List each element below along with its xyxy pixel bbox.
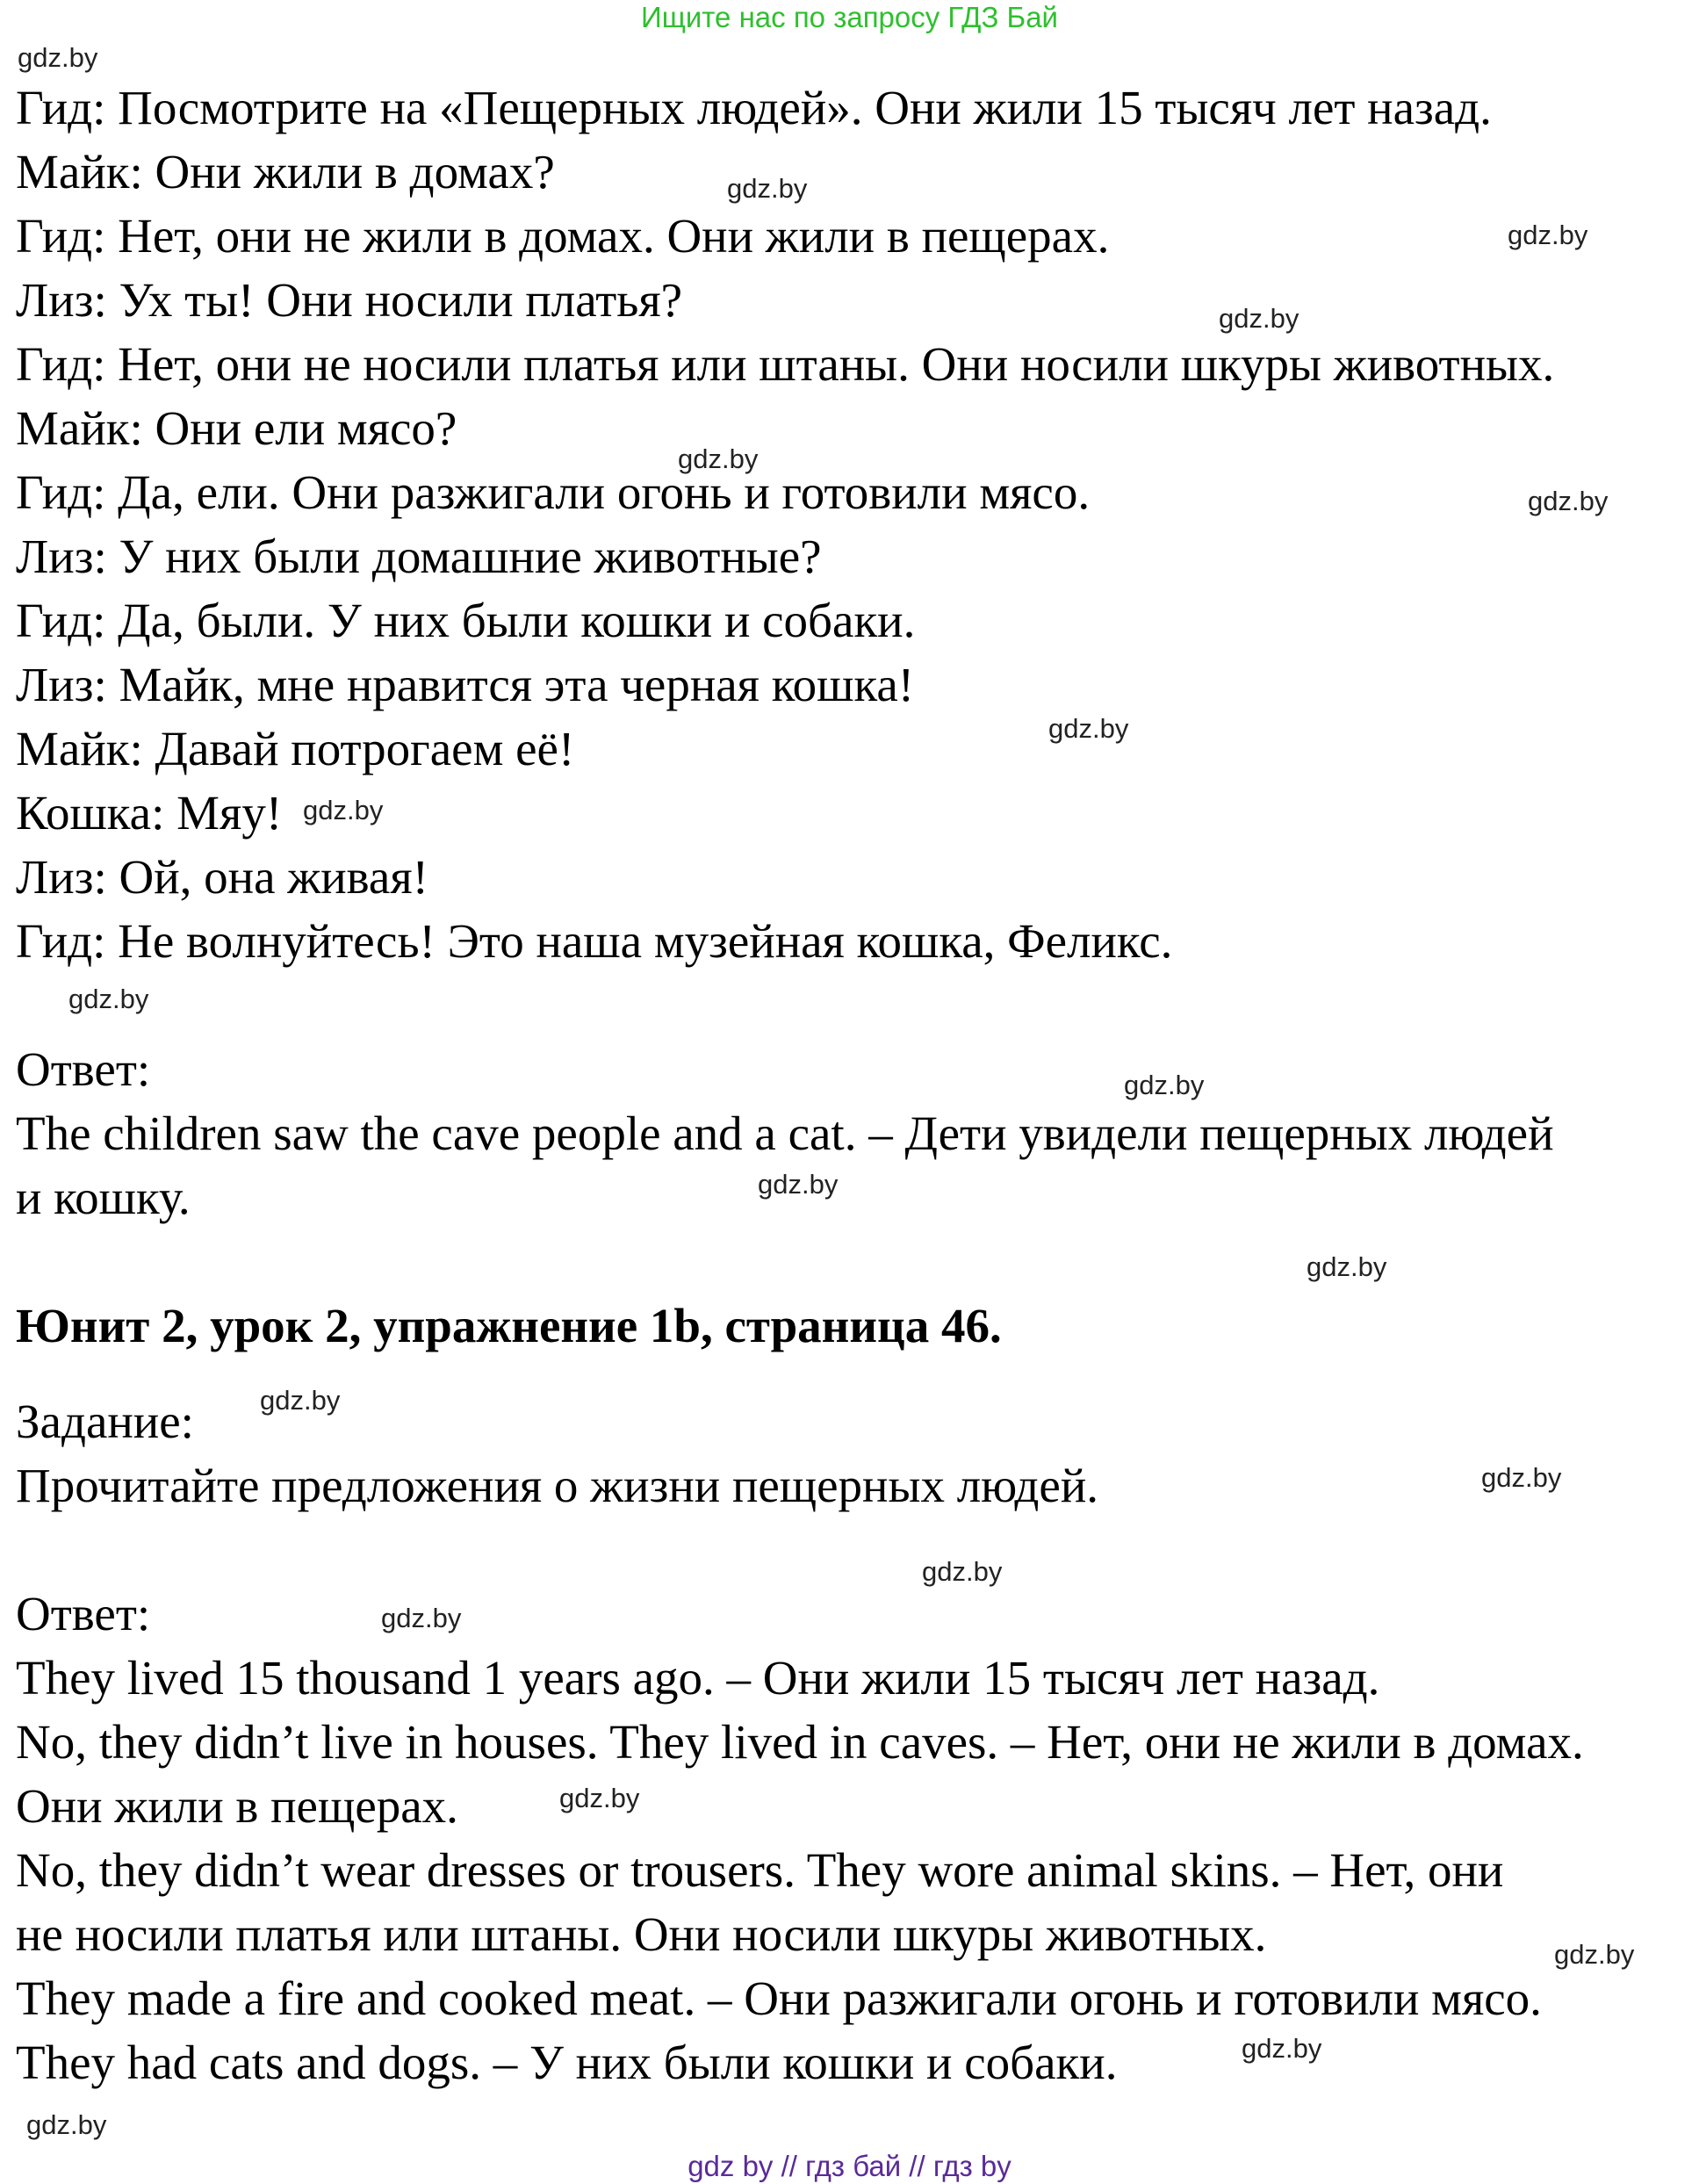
watermark: gdz.by — [1124, 1070, 1205, 1100]
watermark: gdz.by — [559, 1783, 640, 1813]
dialogue-line: Гид: Да, были. У них были кошки и собаки. — [16, 594, 916, 647]
answer-line: No, they didn’t wear dresses or trousers. They wore animal skins. – Нет, они — [16, 1843, 1504, 1897]
watermark: gdz.by — [18, 42, 98, 73]
task-text: Прочитайте предложения о жизни пещерных людей. — [16, 1459, 1099, 1512]
watermark: gdz.by — [1242, 2033, 1322, 2064]
dialogue-line: Гид: Нет, они не жили в домах. Они жили в пещерах. — [16, 209, 1110, 263]
watermark: gdz.by — [758, 1169, 839, 1200]
dialogue-line: Лиз: Майк, мне нравится эта черная кошка! — [16, 658, 915, 711]
answer-line: No, they didn’t live in houses. They lived in caves. – Нет, они не жили в домах. — [16, 1715, 1584, 1769]
watermark: gdz.by — [1307, 1251, 1387, 1282]
watermark: gdz.by — [1048, 713, 1129, 744]
answer-label: Ответ: — [16, 1042, 151, 1096]
bottom-banner: gdz by // гдз бай // гдз by — [688, 2150, 1011, 2182]
watermark: gdz.by — [381, 1603, 462, 1633]
watermark: gdz.by — [26, 2109, 107, 2140]
dialogue-line: Кошка: Мяу! — [16, 786, 283, 840]
watermark: gdz.by — [922, 1556, 1003, 1587]
watermark: gdz.by — [303, 795, 384, 825]
answer-line: Они жили в пещерах. — [16, 1779, 458, 1833]
answer-line: The children saw the cave people and a cat. – Дети увидели пещерных людей — [16, 1106, 1554, 1160]
watermark: gdz.by — [727, 173, 808, 204]
answer-line: They lived 15 thousand 1 years ago. – Они жили 15 тысяч лет назад. — [16, 1651, 1380, 1705]
dialogue-line: Майк: Давай потрогаем её! — [16, 722, 575, 775]
dialogue-line: Лиз: Ух ты! Они носили платья? — [16, 273, 683, 327]
watermark: gdz.by — [68, 984, 149, 1014]
answer-line: не носили платья или штаны. Они носили шкуры животных. — [16, 1907, 1267, 1961]
watermark: gdz.by — [1481, 1462, 1562, 1493]
watermark: gdz.by — [260, 1385, 341, 1416]
answer-line: They made a fire and cooked meat. – Они разжигали огонь и готовили мясо. — [16, 1971, 1542, 2025]
answer-line: They had cats and dogs. – У них были кошки и собаки. — [16, 2036, 1118, 2089]
dialogue-line: Майк: Они ели мясо? — [16, 401, 457, 455]
dialogue-line: Гид: Не волнуйтесь! Это наша музейная кошка, Феликс. — [16, 914, 1173, 968]
dialogue-line: Гид: Посмотрите на «Пещерных людей». Они жили 15 тысяч лет назад. — [16, 81, 1492, 134]
section-heading: Юнит 2, урок 2, упражнение 1b, страница 46. — [16, 1299, 1002, 1352]
dialogue-line: Лиз: У них были домашние животные? — [16, 530, 822, 583]
task-label: Задание: — [16, 1395, 194, 1448]
watermark: gdz.by — [1528, 486, 1609, 516]
dialogue-line: Гид: Нет, они не носили платья или штаны. Они носили шкуры животных. — [16, 337, 1555, 391]
dialogue-line: Гид: Да, ели. Они разжигали огонь и готовили мясо. — [16, 465, 1091, 519]
watermark: gdz.by — [1554, 1939, 1635, 1970]
answer-line: и кошку. — [16, 1171, 191, 1224]
answer-label: Ответ: — [16, 1587, 151, 1640]
dialogue-line: Майк: Они жили в домах? — [16, 145, 555, 198]
dialogue-line: Лиз: Ой, она живая! — [16, 850, 428, 904]
top-banner: Ищите нас по запросу ГДЗ Бай — [641, 1, 1058, 33]
watermark: gdz.by — [1219, 303, 1299, 334]
watermark: gdz.by — [678, 443, 759, 474]
watermark: gdz.by — [1508, 220, 1588, 250]
